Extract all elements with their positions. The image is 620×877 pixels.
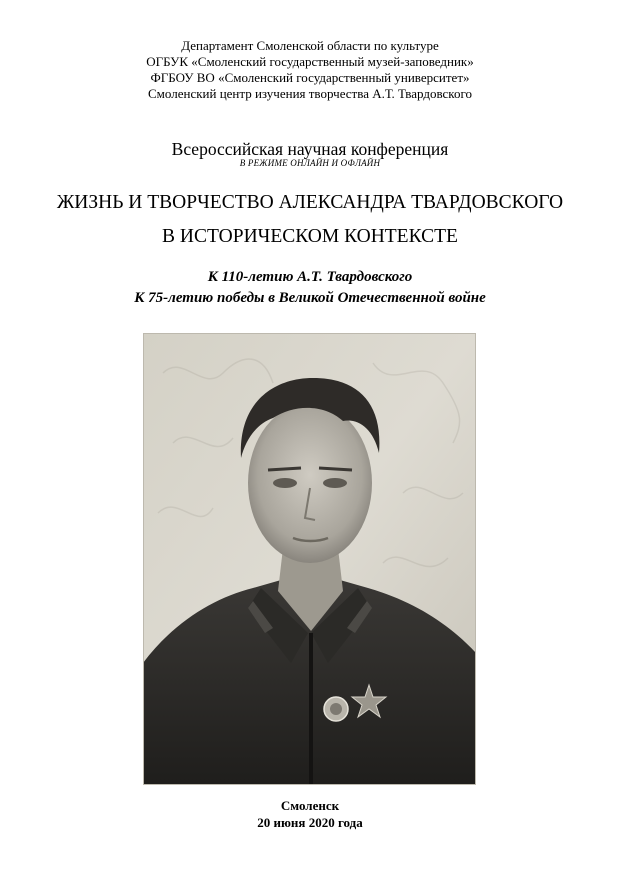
footer-city: Смоленск	[280, 798, 340, 813]
footer-date: 20 июня 2020 года	[257, 815, 363, 830]
anniversary-line: К 75-летию победы в Великой Отечественной войне	[134, 290, 486, 306]
anniversaries-block	[0, 267, 620, 309]
organizer-line: Смоленский центр изучения творчества А.Т. Твардовского	[148, 86, 472, 101]
organizers-block	[0, 38, 620, 102]
title-line-2: В ИСТОРИЧЕСКОМ КОНТЕКСТЕ	[162, 226, 458, 247]
anniversary-line: К 110-летию А.Т. Твардовского	[207, 269, 413, 285]
conference-type: Всероссийская научная конференция	[171, 139, 449, 159]
organizer-line: ОГБУК «Смоленский государственный музей-заповедник»	[146, 54, 474, 69]
organizer-line: Департамент Смоленской области по культуре	[181, 38, 439, 53]
conference-mode: В РЕЖИМЕ ОНЛАЙН И ОФЛАЙН	[239, 158, 381, 168]
footer-block	[0, 797, 620, 831]
organizer-line: ФГБОУ ВО «Смоленский государственный университет»	[150, 70, 470, 85]
title-line-1: ЖИЗНЬ И ТВОРЧЕСТВО АЛЕКСАНДРА ТВАРДОВСКОГО	[56, 192, 564, 213]
conference-title	[0, 186, 620, 254]
portrait-photo	[143, 333, 476, 785]
